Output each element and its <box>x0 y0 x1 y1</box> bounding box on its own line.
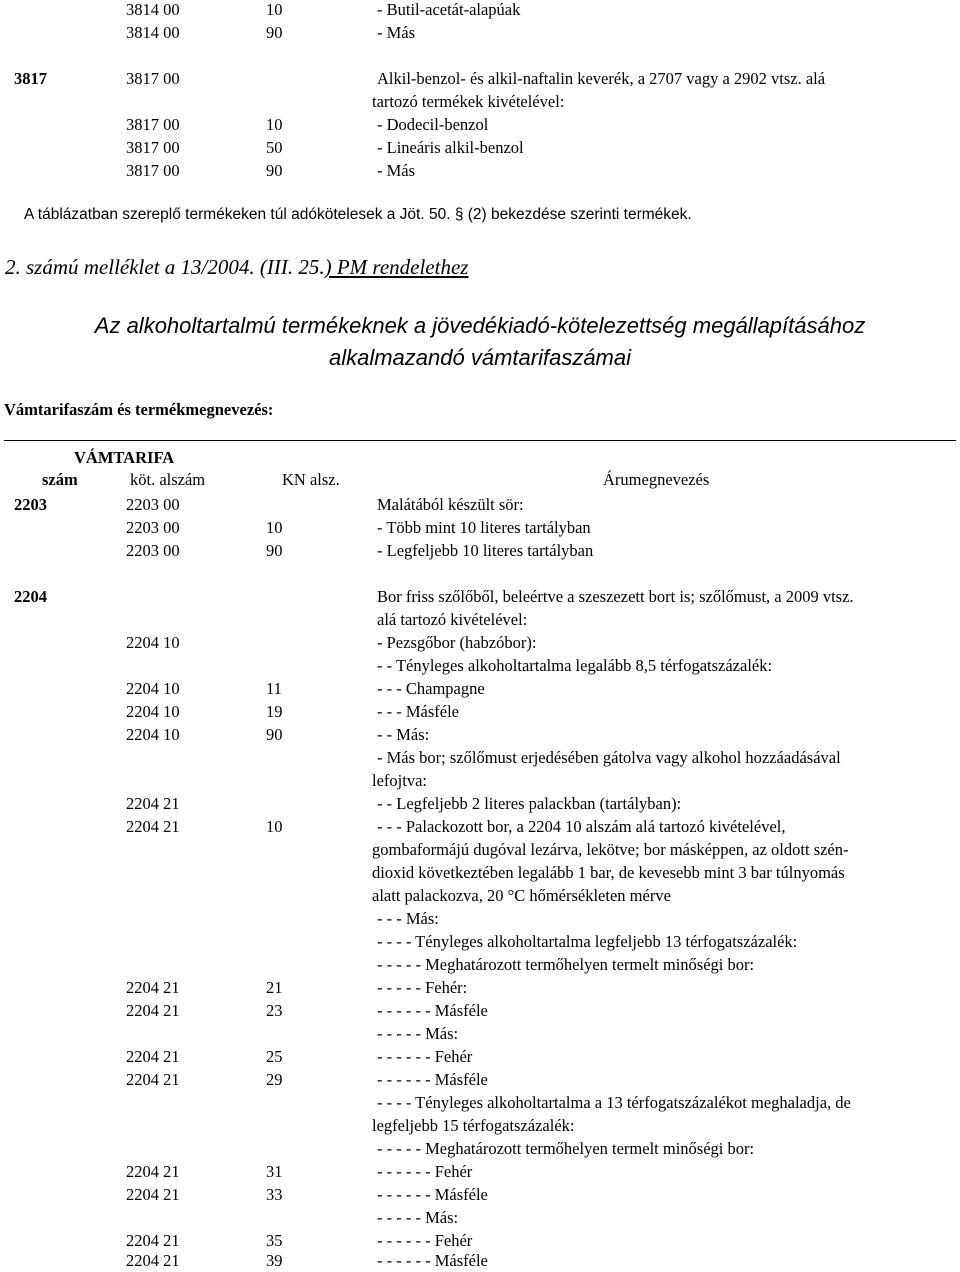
product-description: - - - Másféle <box>377 702 460 721</box>
product-description: - - - - - - Másféle <box>377 1070 488 1089</box>
product-description: alá tartozó kivételével: <box>377 610 528 629</box>
chapter-number: 3817 <box>14 69 47 88</box>
combined-subheading: 3817 00 <box>126 161 180 180</box>
product-description: - - Tényleges alkoholtartalma legalább 8,5 térfogatszázalék: <box>377 656 773 675</box>
kn-subheading: 90 <box>266 541 283 560</box>
combined-subheading: 2204 21 <box>126 1070 180 1089</box>
product-description: - - - - - - Fehér <box>377 1162 473 1181</box>
product-description: - - - - Tényleges alkoholtartalma legfeljebb 13 térfogatszázalék: <box>377 932 798 951</box>
page-title-line-1: Az alkoholtartalmú termékeknek a jövedékiadó-kötelezettség megállapításához <box>94 313 866 338</box>
product-description: alatt palackozva, 20 °C hőmérsékleten mérve <box>372 886 671 905</box>
combined-subheading: 2204 21 <box>126 1251 180 1270</box>
product-description: - Legfeljebb 10 literes tartályban <box>377 541 594 560</box>
product-description: - - - Palackozott bor, a 2204 10 alszám alá tartozó kivételével, <box>377 817 786 836</box>
combined-subheading: 2203 00 <box>126 541 180 560</box>
kn-subheading: 90 <box>266 161 283 180</box>
kn-subheading: 11 <box>266 679 282 698</box>
combined-subheading: 2204 10 <box>126 725 180 744</box>
taxable-products-note: A táblázatban szereplő termékeken túl adókötelesek a Jöt. 50. § (2) bekezdése szerinti termékek. <box>24 206 692 223</box>
subheading: Vámtarifaszám és termékmegnevezés: <box>4 400 274 419</box>
combined-subheading: 2204 10 <box>126 679 180 698</box>
product-description: - Dodecil-benzol <box>377 115 489 134</box>
product-description: gombaformájú dugóval lezárva, lekötve; bor másképpen, az oldott szén- <box>372 840 849 859</box>
product-description: - - - - - Más: <box>377 1208 459 1227</box>
table-header-vamtarifa: VÁMTARIFA <box>74 448 175 467</box>
combined-subheading: 2204 10 <box>126 633 180 652</box>
product-description: legfeljebb 15 térfogatszázalék: <box>372 1116 575 1135</box>
kn-subheading: 90 <box>266 23 283 42</box>
product-description: - - - - - - Másféle <box>377 1185 488 1204</box>
combined-subheading: 2204 21 <box>126 978 180 997</box>
annex-heading-suffix: ) PM rendelethez <box>324 255 469 279</box>
product-description: Alkil-benzol- és alkil-naftalin keverék, a 2707 vagy a 2902 vtsz. alá <box>377 69 826 88</box>
product-description: - - - - - Más: <box>377 1024 459 1043</box>
product-description: - Más bor; szőlőmust erjedésében gátolva vagy alkohol hozzáadásával <box>377 748 841 767</box>
combined-subheading: 3814 00 <box>126 23 180 42</box>
combined-subheading: 3817 00 <box>126 138 180 157</box>
product-description: - Más <box>377 161 416 180</box>
product-description: - - - - - Fehér: <box>377 978 468 997</box>
top-tariff-block <box>0 0 960 184</box>
annex-heading-prefix: 2. számú melléklet a 13/2004. (III. 25. <box>5 255 325 279</box>
combined-subheading: 2204 21 <box>126 794 180 813</box>
combined-subheading: 3814 00 <box>126 0 180 19</box>
product-description: - - - Más: <box>377 909 439 928</box>
chapter-number: 2203 <box>14 495 47 514</box>
combined-subheading: 2204 21 <box>126 1001 180 1020</box>
combined-subheading: 2204 21 <box>126 1047 180 1066</box>
combined-subheading: 2203 00 <box>126 518 180 537</box>
combined-subheading: 2204 21 <box>126 1185 180 1204</box>
combined-subheading: 2203 00 <box>126 495 180 514</box>
kn-subheading: 10 <box>266 115 283 134</box>
product-description: - - - - - Meghatározott termőhelyen termelt minőségi bor: <box>377 1139 755 1158</box>
kn-subheading: 10 <box>266 817 283 836</box>
kn-subheading: 19 <box>266 702 283 721</box>
table-header-combined-subheading: köt. alszám <box>130 470 206 489</box>
kn-subheading: 29 <box>266 1070 283 1089</box>
product-description: - - - Champagne <box>377 679 485 698</box>
table-header-description: Árumegnevezés <box>603 470 710 489</box>
product-description: - Pezsgőbor (habzóbor): <box>377 633 537 652</box>
product-description: - - - - - - Másféle <box>377 1251 488 1270</box>
product-description: - Más <box>377 23 416 42</box>
kn-subheading: 33 <box>266 1185 283 1204</box>
product-description: Bor friss szőlőből, beleértve a szeszezett bort is; szőlőmust, a 2009 vtsz. <box>377 587 854 606</box>
kn-subheading: 10 <box>266 518 283 537</box>
annex-heading <box>5 255 468 279</box>
table-top-rule <box>4 440 956 441</box>
kn-subheading: 35 <box>266 1231 283 1250</box>
combined-subheading: 2204 10 <box>126 702 180 721</box>
product-description: - - - - - - Fehér <box>377 1047 473 1066</box>
product-description: - Több mint 10 literes tartályban <box>377 518 591 537</box>
product-description: - - - - - Meghatározott termőhelyen termelt minőségi bor: <box>377 955 755 974</box>
product-description: - - Más: <box>377 725 430 744</box>
product-description: Malátából készült sör: <box>377 495 524 514</box>
product-description: - - - - - - Másféle <box>377 1001 488 1020</box>
product-description: - Lineáris alkil-benzol <box>377 138 524 157</box>
product-description: dioxid következtében legalább 1 bar, de kevesebb mint 3 bar túlnyomás <box>372 863 845 882</box>
combined-subheading: 3817 00 <box>126 69 180 88</box>
product-description: - - Legfeljebb 2 literes palackban (tartályban): <box>377 794 682 813</box>
combined-subheading: 3817 00 <box>126 115 180 134</box>
page-title-line-2: alkalmazandó vámtarifaszámai <box>328 345 632 370</box>
kn-subheading: 31 <box>266 1162 283 1181</box>
kn-subheading: 25 <box>266 1047 283 1066</box>
tariff-table <box>0 493 960 1270</box>
kn-subheading: 50 <box>266 138 283 157</box>
combined-subheading: 2204 21 <box>126 1162 180 1181</box>
chapter-number: 2204 <box>14 587 47 606</box>
kn-subheading: 90 <box>266 725 283 744</box>
kn-subheading: 10 <box>266 0 283 19</box>
kn-subheading: 39 <box>266 1251 283 1270</box>
combined-subheading: 2204 21 <box>126 1231 180 1250</box>
table-header-kn-subheading: KN alsz. <box>282 470 340 489</box>
combined-subheading: 2204 21 <box>126 817 180 836</box>
product-description: - - - - Tényleges alkoholtartalma a 13 térfogatszázalékot meghaladja, de <box>377 1093 851 1112</box>
product-description: lefojtva: <box>372 771 427 790</box>
page-title <box>0 310 960 374</box>
product-description: - - - - - - Fehér <box>377 1231 473 1250</box>
product-description: tartozó termékek kivételével: <box>372 92 565 111</box>
product-description: - Butil-acetát-alapúak <box>377 0 521 19</box>
kn-subheading: 23 <box>266 1001 283 1020</box>
table-header-number: szám <box>42 470 78 489</box>
kn-subheading: 21 <box>266 978 283 997</box>
